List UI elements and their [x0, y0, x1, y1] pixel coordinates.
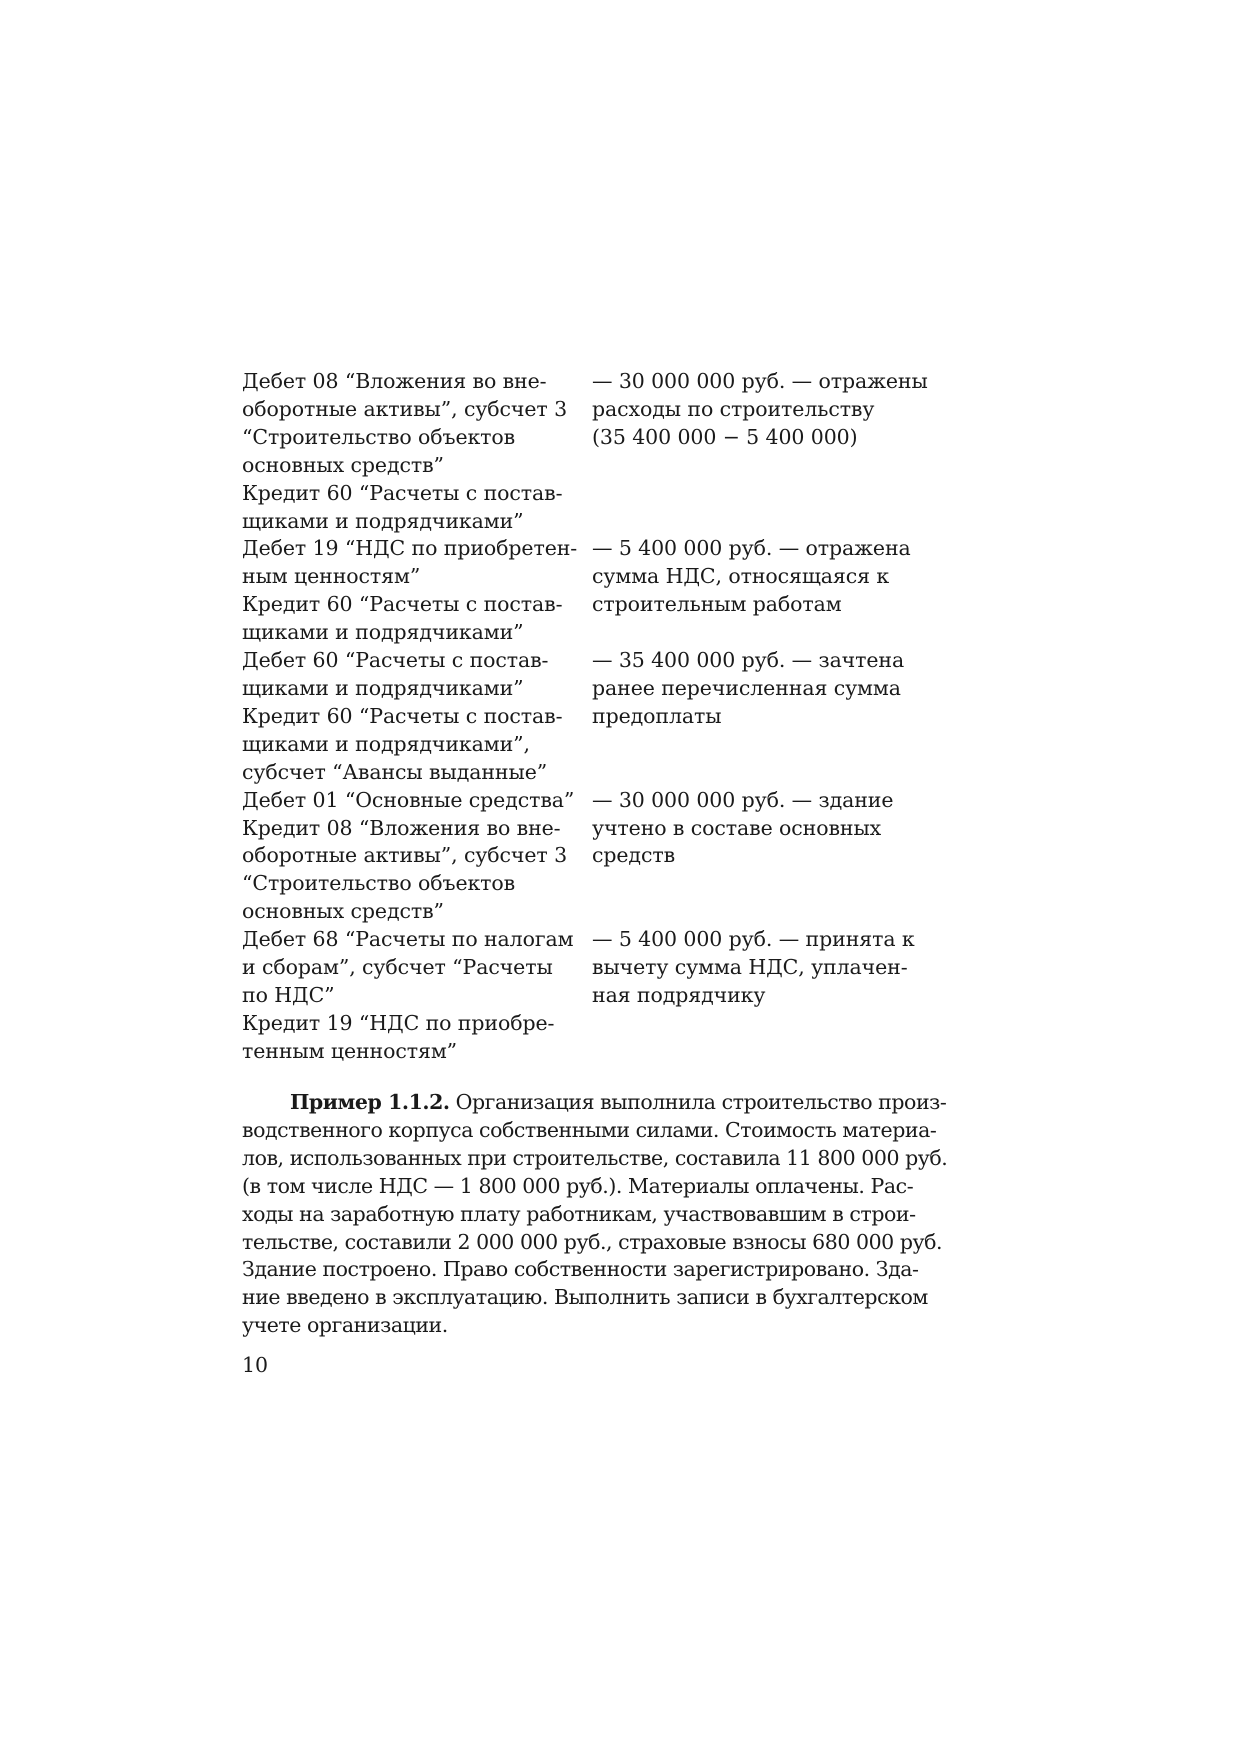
description-line: строительным работам — [592, 592, 842, 617]
entry-accounts — [242, 787, 580, 927]
entry-description — [580, 647, 932, 787]
account-line: Кредит 60 “Расчеты с постав- — [242, 592, 563, 617]
accounting-entry — [242, 787, 932, 927]
example-label: Пример 1.1.2. — [290, 1090, 450, 1114]
entry-accounts — [242, 535, 580, 647]
account-line: субсчет “Авансы выданные” — [242, 759, 548, 784]
example-line: Здание построено. Право собственности зарегистрировано. Зда- — [242, 1257, 919, 1282]
entry-accounts — [242, 368, 580, 535]
description-line: ная подрядчику — [592, 982, 766, 1007]
entry-accounts — [242, 926, 580, 1066]
example-paragraph — [242, 1089, 948, 1340]
description-line: учтено в составе основных — [592, 815, 882, 840]
example-line: учете организации. — [242, 1313, 448, 1338]
account-line: ным ценностям” — [242, 564, 421, 589]
example-line: тельстве, составили 2 000 000 руб., страховые взносы 680 000 руб. — [242, 1229, 943, 1254]
entry-description — [580, 926, 932, 1066]
account-line: основных средств” — [242, 899, 444, 924]
account-line: тенным ценностям” — [242, 1038, 458, 1063]
account-line: щиками и подрядчиками” — [242, 620, 524, 645]
description-line: — 35 400 000 руб. — зачтена — [592, 648, 905, 673]
example-first-line — [242, 1089, 947, 1117]
entry-description — [580, 535, 932, 647]
example-line: (в том числе НДС — 1 800 000 руб.). Материалы оплачены. Рас- — [242, 1173, 914, 1198]
accounting-entry — [242, 647, 932, 787]
account-line: щиками и подрядчиками” — [242, 508, 524, 533]
account-line: “Строительство объектов — [242, 424, 516, 449]
description-line: вычету сумма НДС, уплачен- — [592, 955, 908, 980]
description-line: расходы по строительству — [592, 396, 875, 421]
account-line: Кредит 60 “Расчеты с постав- — [242, 703, 563, 728]
description-line: средств — [592, 843, 676, 868]
account-line: оборотные активы”, субсчет 3 — [242, 843, 568, 868]
account-line: Кредит 08 “Вложения во вне- — [242, 815, 561, 840]
account-line: Кредит 60 “Расчеты с постав- — [242, 480, 563, 505]
page-number: 10 — [242, 1353, 269, 1377]
account-line: и сборам”, субсчет “Расчеты — [242, 955, 553, 980]
account-line: по НДС” — [242, 982, 335, 1007]
description-line: — 5 400 000 руб. — принята к — [592, 927, 915, 952]
accounting-entry — [242, 535, 932, 647]
example-line: ходы на заработную плату работникам, участвовавшим в строи- — [242, 1201, 916, 1226]
entry-description — [580, 368, 932, 535]
description-line: — 30 000 000 руб. — отражены — [592, 369, 928, 393]
account-line: Дебет 60 “Расчеты с постав- — [242, 648, 549, 673]
accounting-entry — [242, 926, 932, 1066]
description-line: сумма НДС, относящаяся к — [592, 564, 890, 589]
account-line: Кредит 19 “НДС по приобре- — [242, 1010, 555, 1035]
account-line: основных средств” — [242, 452, 444, 477]
account-line: Дебет 19 “НДС по приобретен- — [242, 536, 578, 561]
accounting-entries — [242, 368, 932, 1066]
example-line: ние введено в эксплуатацию. Выполнить записи в бухгалтерском — [242, 1285, 928, 1310]
description-line: — 5 400 000 руб. — отражена — [592, 536, 911, 561]
entry-description — [580, 787, 932, 927]
account-line: щиками и подрядчиками” — [242, 675, 524, 700]
accounting-entry — [242, 368, 932, 535]
description-line: — 30 000 000 руб. — здание — [592, 787, 894, 812]
account-line: оборотные активы”, субсчет 3 — [242, 396, 568, 421]
entry-accounts — [242, 647, 580, 787]
account-line: “Строительство объектов — [242, 871, 516, 896]
description-line: предоплаты — [592, 703, 722, 728]
account-line: щиками и подрядчиками”, — [242, 731, 530, 756]
account-line: Дебет 68 “Расчеты по налогам — [242, 927, 574, 952]
example-line: водственного корпуса собственными силами. Стоимость материа- — [242, 1117, 937, 1142]
account-line: Дебет 08 “Вложения во вне- — [242, 369, 547, 393]
example-line: лов, использованных при строительстве, составила 11 800 000 руб. — [242, 1145, 948, 1170]
description-line: ранее перечисленная сумма — [592, 675, 901, 700]
account-line: Дебет 01 “Основные средства” — [242, 787, 575, 812]
example-text: Организация выполнила строительство произ- — [455, 1090, 947, 1114]
description-line: (35 400 000 − 5 400 000) — [592, 424, 858, 449]
